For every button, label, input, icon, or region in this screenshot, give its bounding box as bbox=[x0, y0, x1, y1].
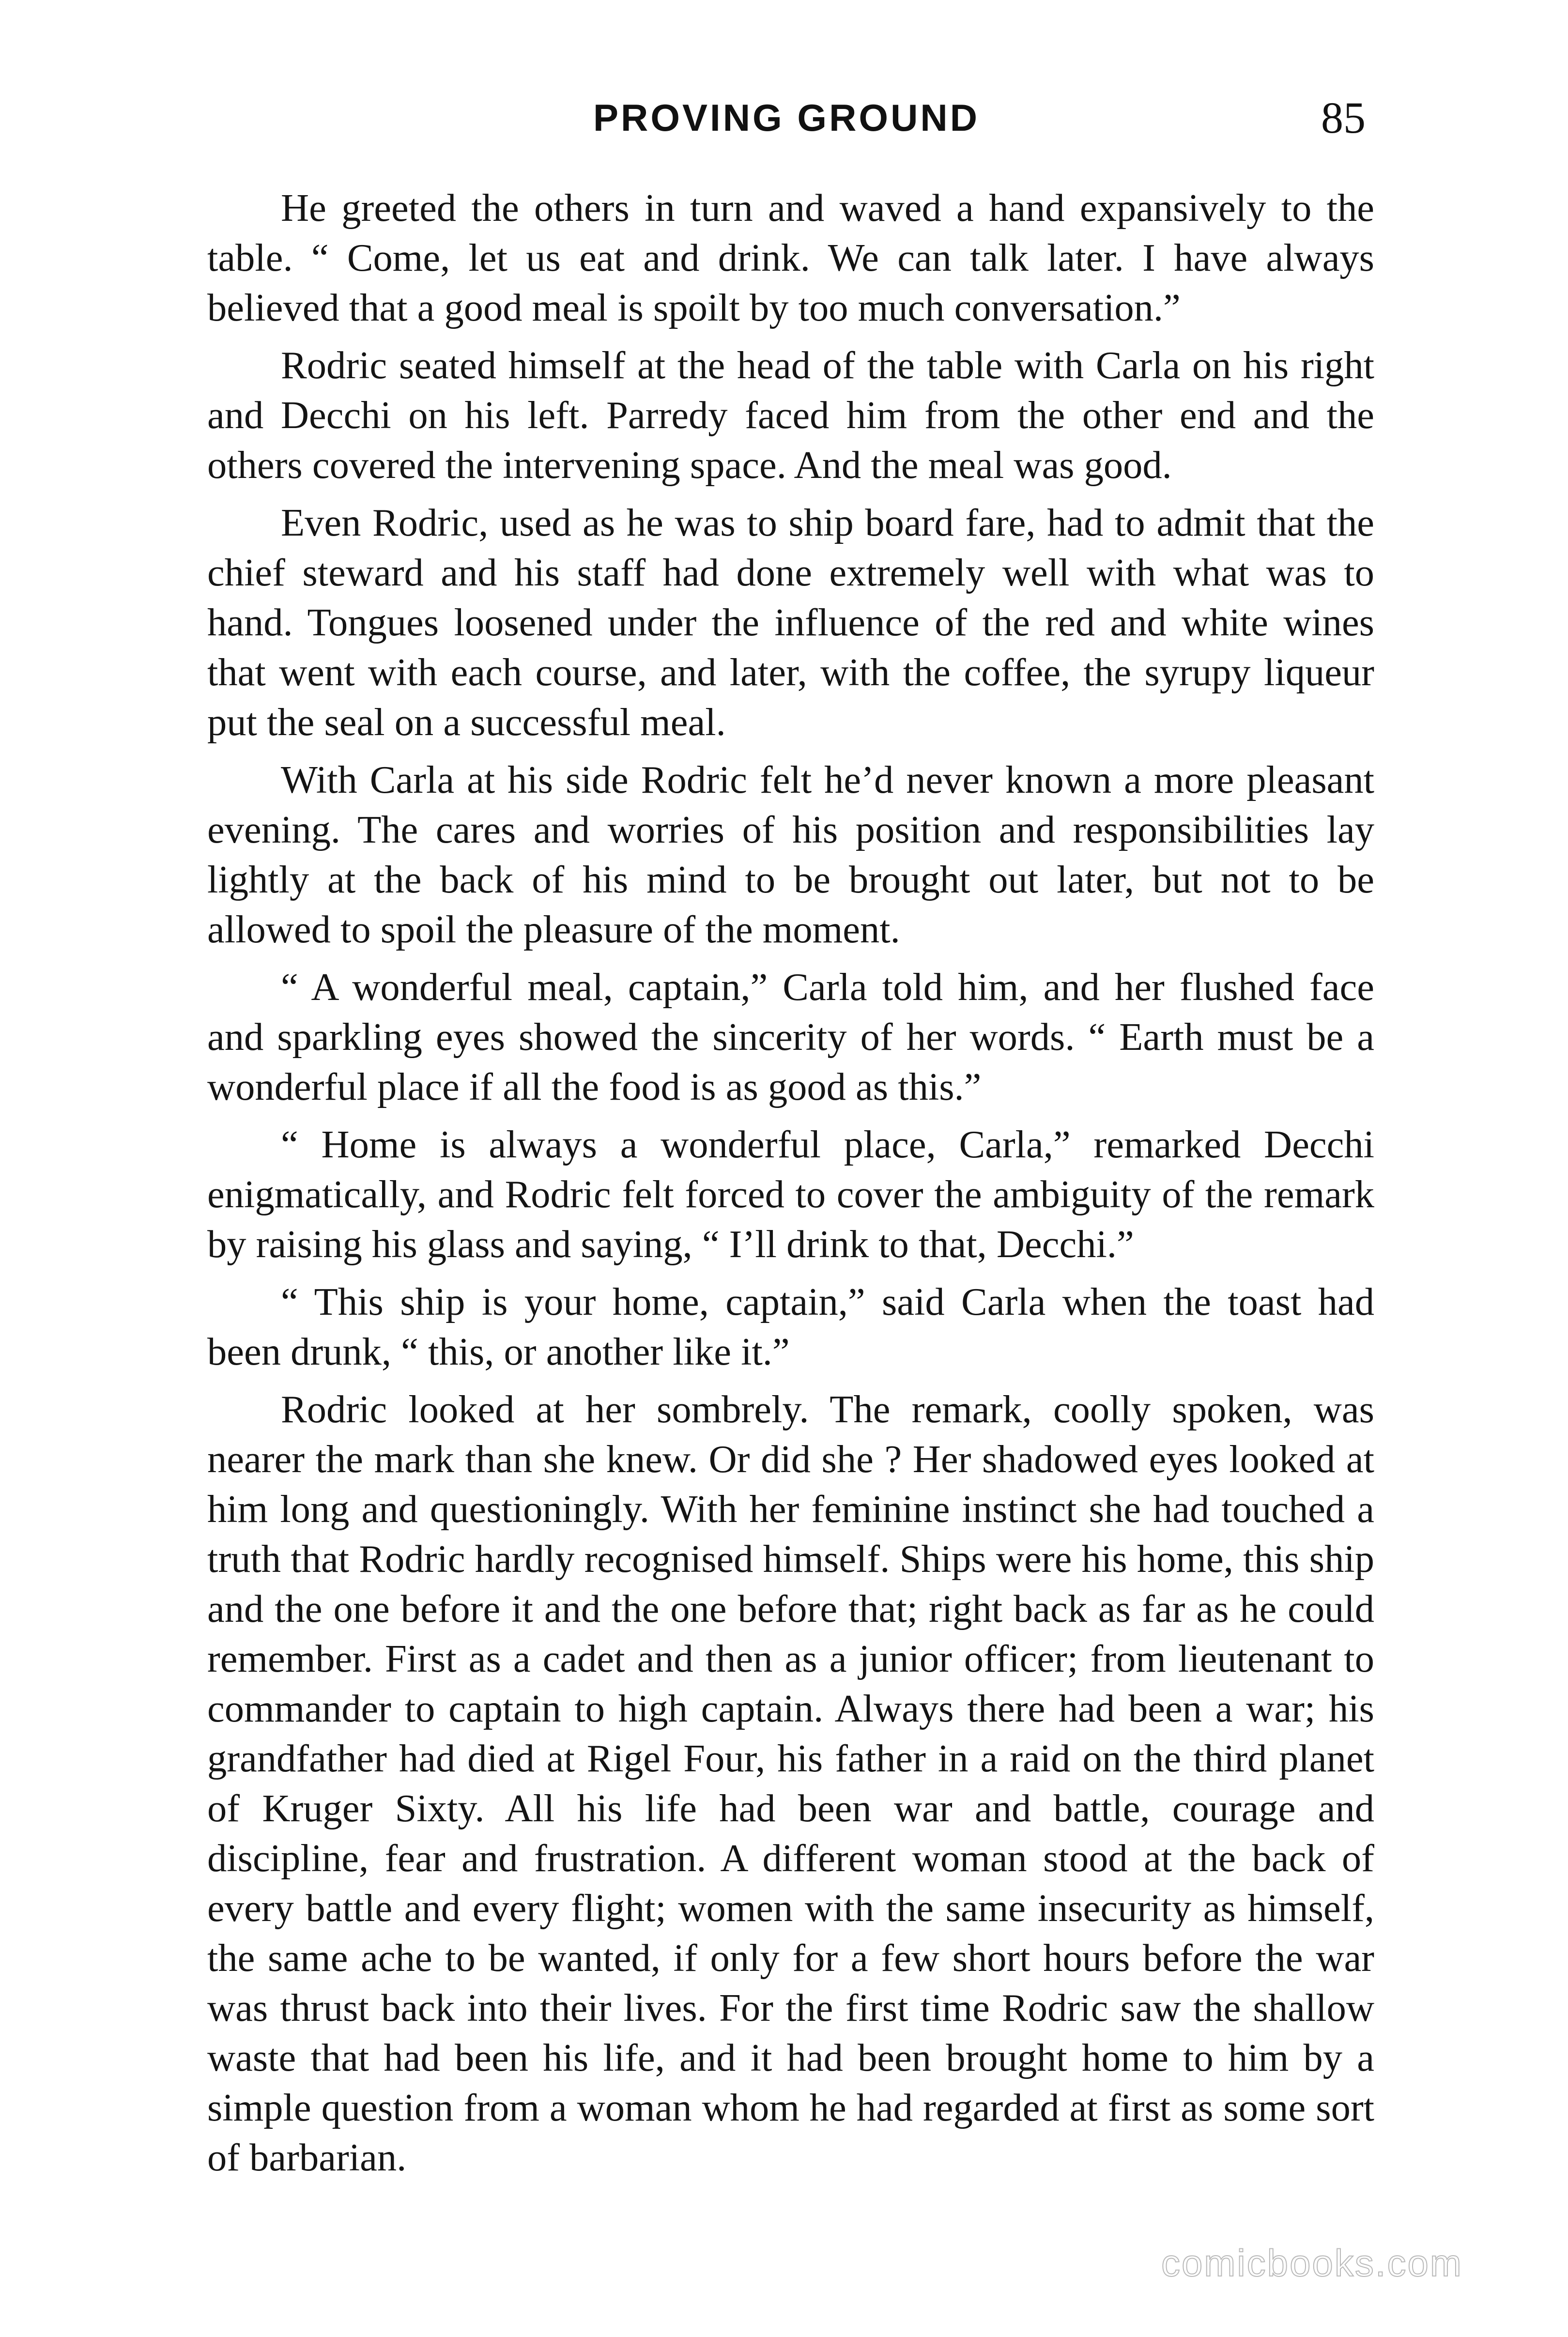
watermark: comicbooks.com bbox=[1161, 2242, 1463, 2284]
running-title: PROVING GROUND bbox=[593, 96, 980, 139]
paragraph-toast: “ This ship is your home, captain,” said Carla when the toast had been drunk, “ this, or another like it.” bbox=[207, 1280, 1374, 1373]
paragraph-greeting: He greeted the others in turn and waved a hand expansively to the table. “ Come, let us eat and drink. We can talk later. I have always believed that a good meal is spoilt by too much conversation.” bbox=[207, 186, 1374, 329]
paragraph-decchi-remark: “ Home is always a wonderful place, Carla,” remarked Decchi enigmatically, and Rodric felt forced to cover the ambiguity of the remark by raising his glass and saying, “ I’ll drink to that, Decchi.” bbox=[207, 1123, 1374, 1266]
paragraph-evening: With Carla at his side Rodric felt he’d never known a more pleasant evening. The cares and worries of his position and responsibilities lay lightly at the back of his mind to be brought out later, but not to be allowed to spoil the pleasure of the moment. bbox=[207, 758, 1374, 951]
paragraph-reflection: Rodric looked at her sombrely. The remark, coolly spoken, was nearer the mark than she knew. Or did she ? Her shadowed eyes looked at him long and questioningly. With her feminine instinct she had touched a truth that Rodric hardly recognised himself. Ships were his home, this ship and the one before it and the one before that; right back as far as he could remember. First as a cadet and then as a junior officer; from lieutenant to commander to captain to high captain. Always there had been a war; his grandfather had died at Rigel Four, his father in a raid on the third planet of Kruger Sixty. All his life had been war and battle, courage and discipline, fear and frustration. A different woman stood at the back of every battle and every flight; women with the same insecurity as himself, the same ache to be wanted, if only for a few short hours before the war was thrust back into their lives. For the first time Rodric saw the shallow waste that had been his life, and it had been brought home to him by a simple question from a woman whom he had regarded at first as some sort of barbarian. bbox=[207, 1388, 1374, 2179]
body-text bbox=[207, 183, 1374, 2190]
running-head bbox=[0, 91, 1568, 144]
page-number: 85 bbox=[1321, 93, 1366, 142]
paragraph-carla-praise: “ A wonderful meal, captain,” Carla told him, and her flushed face and sparkling eyes showed the sincerity of her words. “ Earth must be a wonderful place if all the food is as good as this.” bbox=[207, 966, 1374, 1108]
paragraph-seating: Rodric seated himself at the head of the table with Carla on his right and Decchi on his left. Parredy faced him from the other end and the others covered the intervening space. And the meal was good. bbox=[207, 344, 1374, 487]
paragraph-meal: Even Rodric, used as he was to ship board fare, had to admit that the chief steward and his staff had done extremely well with what was to hand. Tongues loosened under the influence of the red and white wines that went with each course, and later, with the coffee, the syrupy liqueur put the seal on a successful meal. bbox=[207, 501, 1374, 744]
